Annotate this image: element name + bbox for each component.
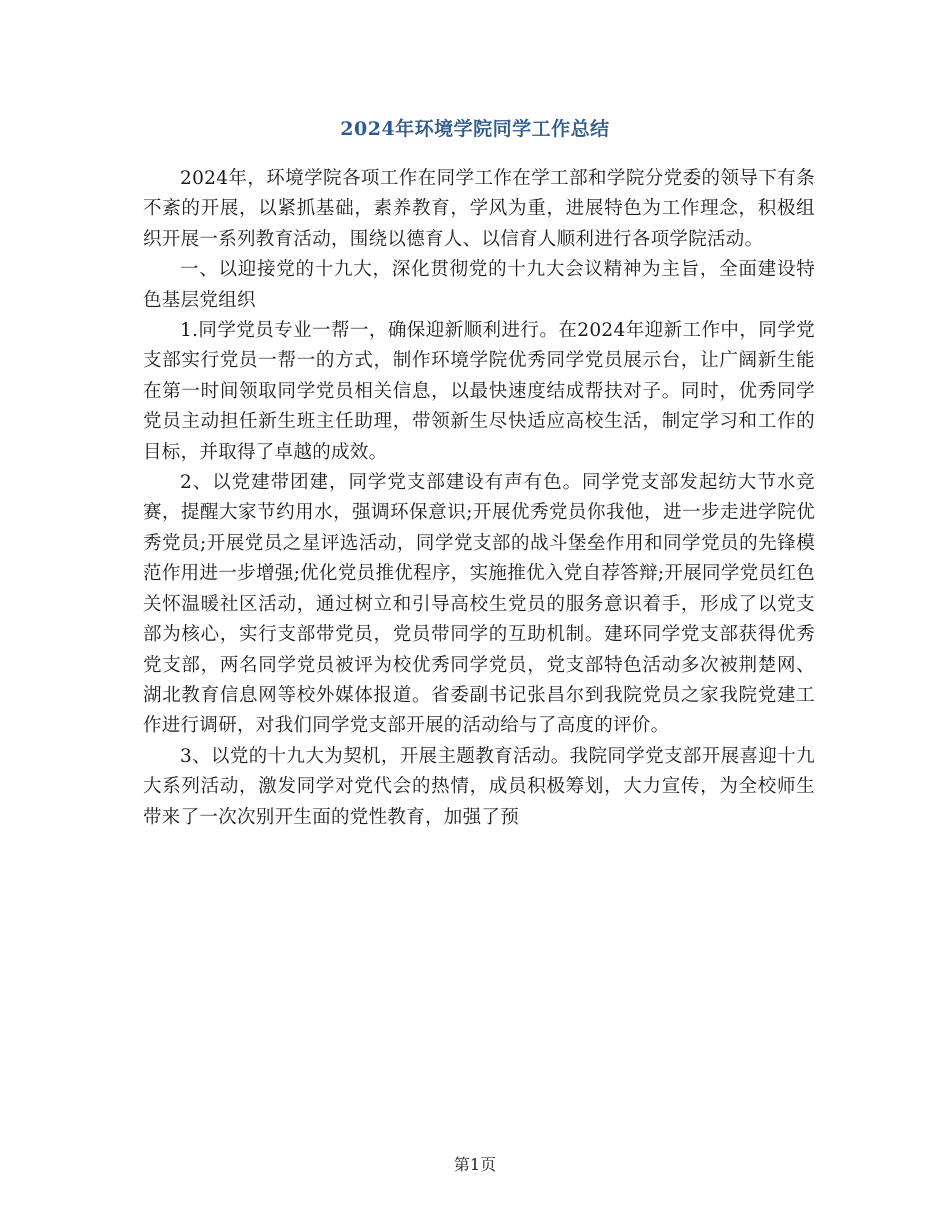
paragraph-intro: 2024年，环境学院各项工作在同学工作在学工部和学院分党委的领导下有条不紊的开展，以紧抓基础，素养教育，学风为重，进展特色为工作理念，积极组织开展一系列教育活动，围绕以德育人、以信育人顺利进行各项学院活动。	[143, 168, 815, 250]
document-body	[143, 164, 815, 833]
document-title: 2024年环境学院同学工作总结	[340, 118, 610, 140]
paragraph-item-2: 2、以党建带团建，同学党支部建设有声有色。同学党支部发起纺大节水竞赛，提醒大家节约用水，强调环保意识;开展优秀党员你我他，进一步走进学院优秀党员;开展党员之星评选活动，同学党支部的战斗堡垒作用和同学党员的先锋模范作用进一步增强;优化党员推优程序，实施推优入党自荐答辩;开展同学党员红色关怀温暖社区活动，通过树立和引导高校生党员的服务意识着手，形成了以党支部为核心，实行支部带党员，党员带同学的互助机制。建环同学党支部获得优秀党支部，两名同学党员被评为校优秀同学党员，党支部特色活动多次被荆楚网、湖北教育信息网等校外媒体报道。省委副书记张昌尔到我院党员之家我院党建工作进行调研，对我们同学党支部开展的活动给与了高度的评价。	[143, 472, 815, 737]
page-number: 第1页	[453, 1155, 497, 1174]
paragraph-section-heading: 一、以迎接党的十九大，深化贯彻党的十九大会议精神为主旨，全面建设特色基层党组织	[143, 259, 815, 311]
paragraph-item-3: 3、以党的十九大为契机，开展主题教育活动。我院同学党支部开展喜迎十九大系列活动，激发同学对党代会的热情，成员积极筹划，大力宣传，为全校师生带来了一次次别开生面的党性教育，加强了预	[143, 745, 815, 828]
paragraph-item-1: 1.同学党员专业一帮一，确保迎新顺利进行。在2024年迎新工作中，同学党支部实行党员一帮一的方式，制作环境学院优秀同学党员展示台，让广阔新生能在第一时间领取同学党员相关信息，以最快速度结成帮扶对子。同时，优秀同学党员主动担任新生班主任助理，带领新生尽快适应高校生活，制定学习和工作的目标，并取得了卓越的成效。	[143, 320, 815, 463]
